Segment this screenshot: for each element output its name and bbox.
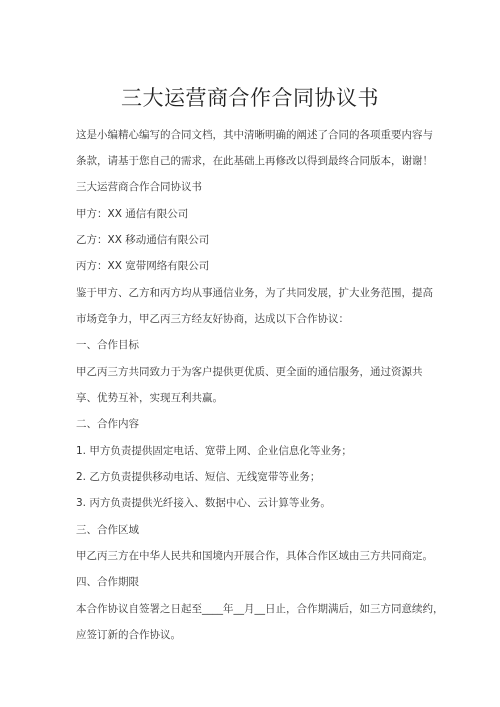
- party-b-line: 乙方：XX 移动通信有限公司: [76, 234, 210, 246]
- section-heading-3: 三、合作区域: [76, 524, 139, 536]
- section-4-line-2: 应签订新的合作协议。: [76, 629, 181, 641]
- section-1-line-2: 享、优势互补，实现互利共赢。: [76, 392, 223, 404]
- preamble-line-2: 市场竞争力，甲乙丙三方经友好协商，达成以下合作协议：: [76, 313, 349, 325]
- section-2-item-1: 1. 甲方负责提供固定电话、宽带上网、企业信息化等业务；: [76, 445, 352, 457]
- section-3-line-1: 甲乙丙三方在中华人民共和国境内开展合作，具体合作区域由三方共同商定。: [76, 550, 433, 562]
- party-a-line: 甲方：XX 通信有限公司: [76, 208, 189, 220]
- party-c-line: 丙方：XX 宽带网络有限公司: [76, 260, 210, 272]
- section-2-item-2: 2. 乙方负责提供移动电话、短信、无线宽带等业务；: [76, 471, 321, 483]
- section-2-item-3: 3. 丙方负责提供光纤接入、数据中心、云计算等业务。: [76, 497, 331, 509]
- intro-line-2: 条款，请基于您自己的需求，在此基础上再修改以得到最终合同版本，谢谢！: [76, 155, 433, 167]
- intro-line-1: 这是小编精心编写的合同文档，其中清晰明确的阐述了合同的各项重要内容与: [76, 129, 433, 141]
- section-1-line-1: 甲乙丙三方共同致力于为客户提供更优质、更全面的通信服务，通过资源共: [76, 366, 423, 378]
- section-heading-2: 二、合作内容: [76, 418, 139, 430]
- section-heading-4: 四、合作期限: [76, 576, 139, 588]
- section-heading-1: 一、合作目标: [76, 339, 139, 351]
- section-4-line-1: 本合作协议自签署之日起至____年__月__日止，合作期满后，如三方同意续约，: [76, 603, 444, 615]
- preamble-line-1: 鉴于甲方、乙方和丙方均从事通信业务，为了共同发展，扩大业务范围，提高: [76, 287, 433, 299]
- document-title: 三大运营商合作合同协议书: [121, 86, 379, 110]
- subtitle-line: 三大运营商合作合同协议书: [76, 181, 202, 193]
